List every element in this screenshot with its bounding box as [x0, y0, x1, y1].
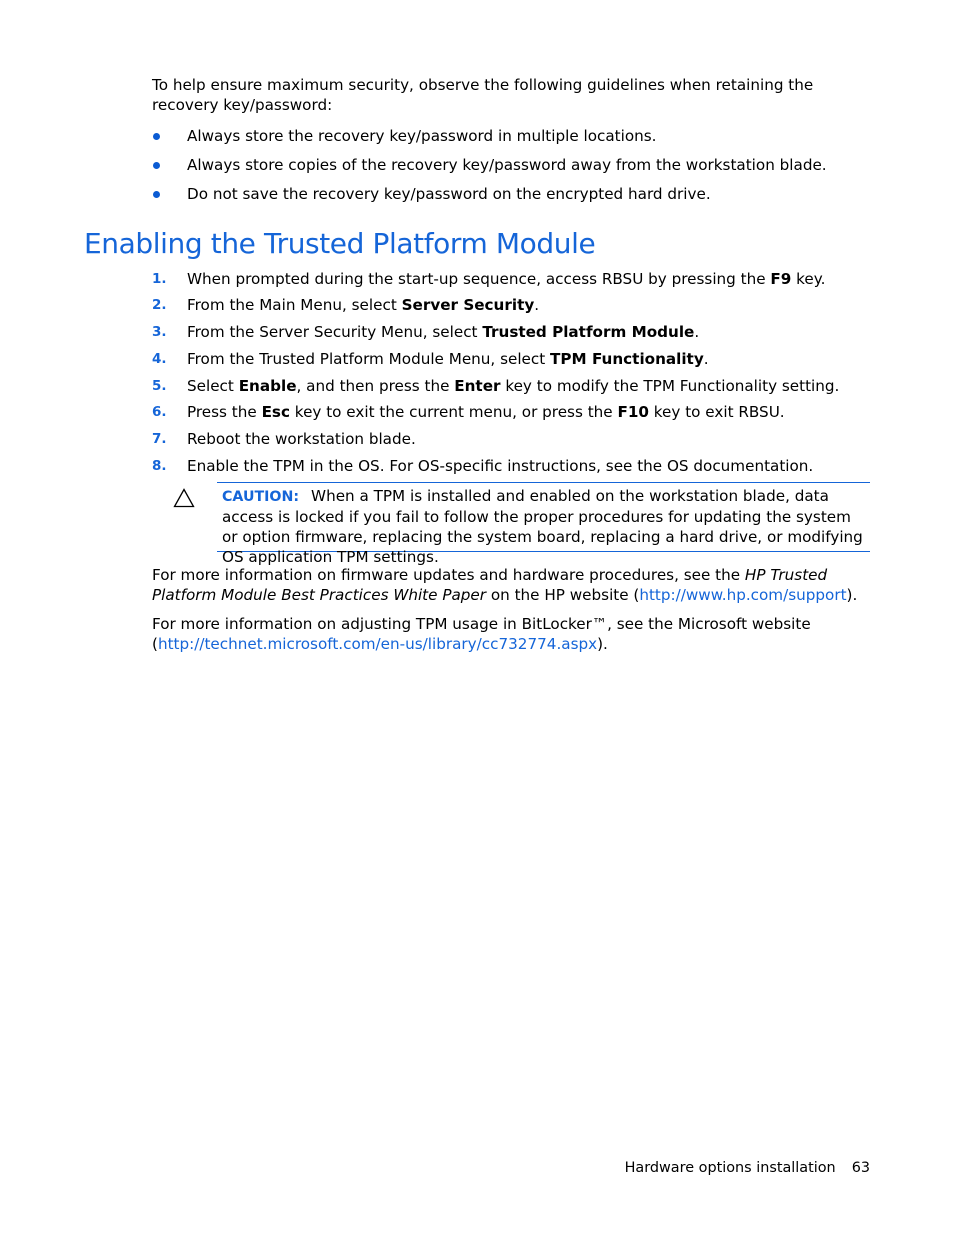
- step-number: 4.: [152, 351, 167, 367]
- step-number: 8.: [152, 458, 167, 474]
- caution-label: CAUTION:: [222, 489, 300, 505]
- step-number: 7.: [152, 431, 167, 447]
- step-item: [152, 295, 872, 315]
- caution-text: When a TPM is installed and enabled on the workstation blade, data access is locked if you fail to follow the proper procedures for updating the system or option firmware, replacing the system board, replacing a hard drive, or modifying OS application TPM settings.: [222, 487, 863, 566]
- caution-note: [222, 486, 870, 567]
- step-item: [152, 429, 872, 449]
- step-text: Select Enable, and then press the Enter key to modify the TPM Functionality setting.: [187, 377, 840, 395]
- white-paper-title: HP Trusted Platform Module Best Practices White Paper: [152, 566, 828, 604]
- page-number: 63: [851, 1160, 870, 1176]
- step-text: When prompted during the start-up sequence, access RBSU by pressing the F9 key.: [187, 270, 826, 288]
- step-text: Reboot the workstation blade.: [187, 430, 416, 448]
- step-number: 6.: [152, 404, 167, 420]
- bitlocker-info-paragraph: For more information on adjusting TPM usage in BitLocker™, see the Microsoft website (http://technet.microsoft.com/en-us/library/cc732774.aspx).: [152, 615, 811, 653]
- step-item: [152, 269, 872, 289]
- footer-section-title: Hardware options installation: [624, 1160, 836, 1176]
- step-text: Enable the TPM in the OS. For OS-specific instructions, see the OS documentation.: [187, 457, 814, 475]
- bullet-icon: [153, 191, 160, 198]
- hp-support-link[interactable]: http://www.hp.com/support: [639, 586, 847, 604]
- intro-text: To help ensure maximum security, observe the following guidelines when retaining the recovery key/password:: [152, 76, 814, 114]
- step-number: 3.: [152, 324, 167, 340]
- list-item-text: Always store copies of the recovery key/password away from the workstation blade.: [187, 156, 827, 174]
- intro-paragraph: [152, 75, 852, 115]
- step-text: Press the Esc key to exit the current menu, or press the F10 key to exit RBSU.: [187, 403, 785, 421]
- caution-triangle-icon: [173, 488, 195, 508]
- step-text: From the Server Security Menu, select Trusted Platform Module.: [187, 323, 700, 341]
- step-item: [152, 402, 872, 422]
- step-item: [152, 322, 872, 342]
- step-text: From the Main Menu, select Server Security.: [187, 296, 540, 314]
- list-item: [152, 126, 872, 146]
- step-number: 1.: [152, 271, 167, 287]
- bullet-icon: [153, 162, 160, 169]
- microsoft-technet-link[interactable]: http://technet.microsoft.com/en-us/library/cc732774.aspx: [157, 635, 598, 653]
- step-item: [152, 456, 872, 476]
- firmware-info-paragraph: For more information on firmware updates and hardware procedures, see the HP Trusted Platform Module Best Practices White Paper on the HP website (http://www.hp.com/support).: [152, 566, 858, 604]
- bullet-icon: [153, 133, 160, 140]
- step-item: [152, 349, 872, 369]
- step-text: From the Trusted Platform Module Menu, select TPM Functionality.: [187, 350, 709, 368]
- step-item: [152, 376, 872, 396]
- section-heading: Enabling the Trusted Platform Module: [84, 227, 596, 260]
- list-item-text: Always store the recovery key/password in multiple locations.: [187, 127, 657, 145]
- list-item: [152, 155, 872, 175]
- list-item-text: Do not save the recovery key/password on the encrypted hard drive.: [187, 185, 711, 203]
- list-item: [152, 184, 872, 204]
- step-number: 2.: [152, 297, 167, 313]
- page-footer: [560, 1158, 870, 1178]
- step-number: 5.: [152, 378, 167, 394]
